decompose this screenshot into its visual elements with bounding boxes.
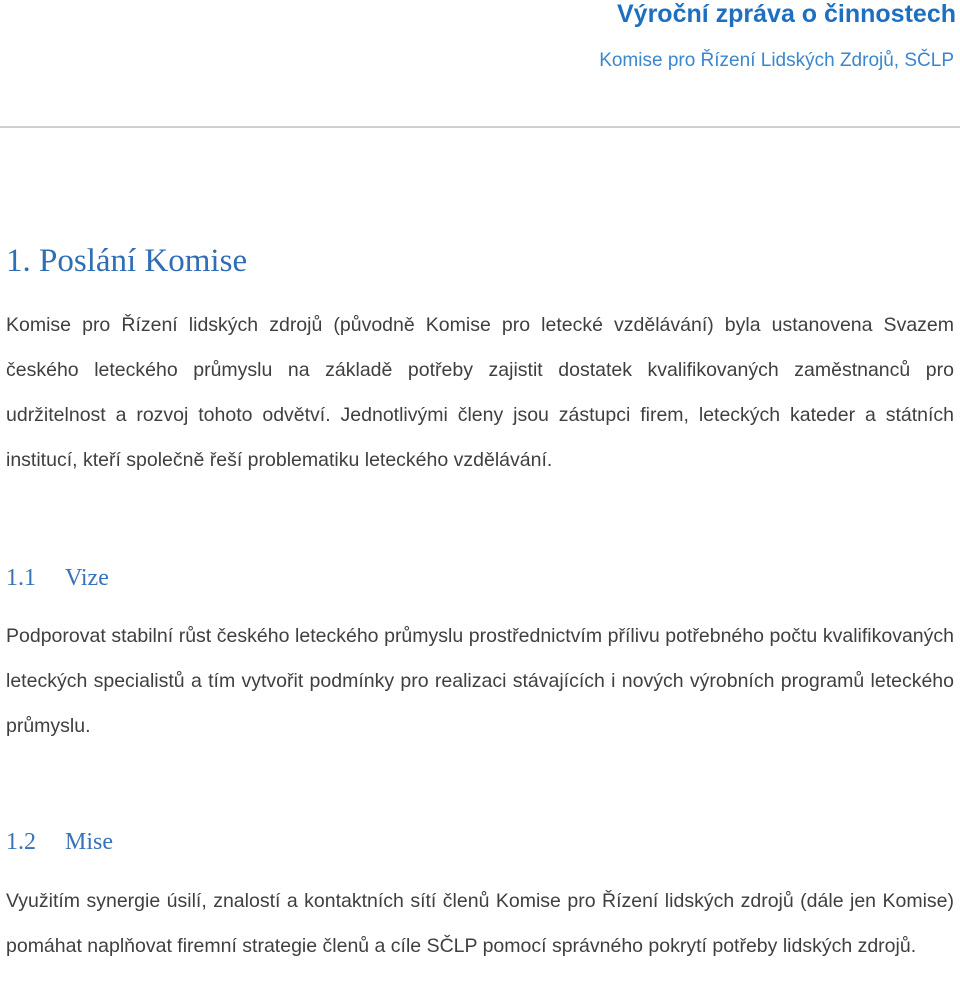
section-number-mise: 1.2 [6, 829, 36, 855]
document-subtitle: Komise pro Řízení Lidských Zdrojů, SČLP [599, 50, 954, 71]
section-text-mise: Využitím synergie úsilí, znalostí a kontaktních sítí členů Komise pro Řízení lidských zdrojů (dále jen Komise) pomáhat naplňovat firemní strategie členů a cíle SČLP pomocí správného pokrytí potřeby lidských zdrojů. [6, 890, 954, 957]
section-title-mise: Mise [65, 829, 113, 855]
document-title: Výroční zpráva o činnostech [617, 0, 956, 28]
header-divider [0, 126, 960, 128]
section-text-vize: Podporovat stabilní růst českého leteckého průmyslu prostřednictvím přílivu potřebného počtu kvalifikovaných leteckých specialistů a tím vytvořit podmínky pro realizaci stávajících i nových výrobních programů leteckého průmyslu. [6, 625, 954, 737]
section-number-vize: 1.1 [6, 565, 36, 591]
section-text-poslani: Komise pro Řízení lidských zdrojů (původně Komise pro letecké vzdělávání) byla ustanovena Svazem českého leteckého průmyslu na základě potřeby zajistit dostatek kvalifikovaných zaměstnanců pro udržitelnost a rozvoj tohoto odvětví. Jednotlivými členy jsou zástupci firem, leteckých kateder a státních institucí, kteří společně řeší problematiku leteckého vzdělávání. [6, 314, 954, 471]
section-heading-vize [6, 562, 109, 594]
section-heading-poslani: 1. Poslání Komise [6, 243, 248, 279]
section-title-vize: Vize [65, 565, 109, 591]
section-heading-mise [6, 826, 113, 858]
